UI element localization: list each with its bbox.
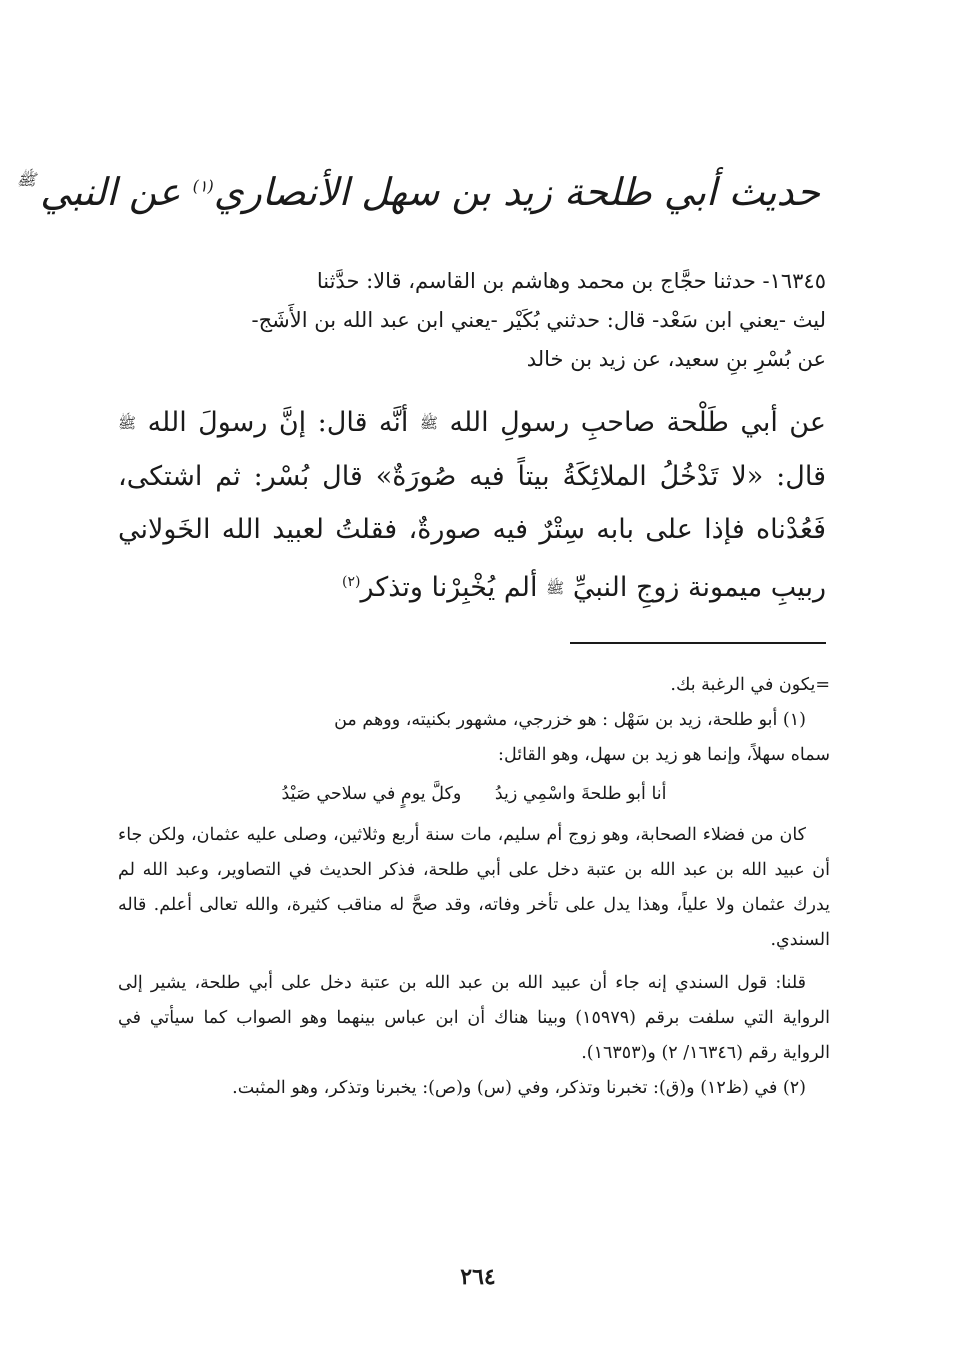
matn-text: عن أبي طَلْحة صاحبِ رسولِ الله (449, 407, 826, 438)
footnote-2: (٢) في (ظ١٢) و(ق): تخبرنا وتذكر، وفي (س) و(ص): يخبرنا وتذكر، وهو المثبت. (232, 1078, 806, 1098)
title-tail: عن النبي (40, 170, 181, 214)
editors-note: قلنا: قول السندي إنه جاء أن عبيد الله بن عبد الله بن عتبة دخل على أبي طلحة، يشير إلى الرواية التي سلفت برقم (١٥٩٧٩) وبينا هناك أن ابن عباس بينهما وهو الصواب كما سيأتي في الرواية رقم (١٦٣٤٦/ ٢) و(١٦٣٥٣). (118, 973, 831, 1063)
page-number: ٢٦٤ (460, 1264, 496, 1290)
salutation-glyph: ﷺ (419, 414, 439, 432)
hadith-isnad (118, 262, 826, 379)
matn-text: ألم يُخْبِرْنا وتذكر (360, 572, 538, 603)
footnote-1-biography: كان من فضلاء الصحابة، وهو زوج أم سليم، مات سنة أربع وثلاثين، وصلى عليه عثمان، ولكن جاء أن عبيد الله بن عبد الله بن عتبة دخل على أبي طلحة، فذكر الحديث في التصاوير، وعبد الله لم يدرك عثمان ولا علياً، وهذا يدل على تأخر وفاته، وقد صحَّ له مناقب كثيرة، والله تعالى أعلم. قاله السندي. (118, 825, 830, 950)
verse-first-hemistich: أنا أبو طلحةَ واسْمِي زيدُ (494, 784, 667, 804)
salutation-glyph: ﷺ (16, 170, 37, 189)
isnad-line: عن بُسْرِ بنِ سعيد، عن زيد بن خالد (526, 347, 826, 371)
isnad-line: ليث -يعني ابن سَعْد- قال: حدثني بُكَيْر -يعني ابن عبد الله بن الأَشَج- (251, 308, 826, 332)
isnad-line: ١٦٣٤٥- حدثنا حجَّاج بن محمد وهاشم بن القاسم، قالا: حدَّثنا (316, 269, 826, 293)
footnote-1-line: (١) أبو طلحة، زيد بن سَهْل : هو خزرجي، مشهور بكنيته، ووهم من (334, 710, 806, 730)
hadith-matn (118, 396, 826, 615)
salutation-glyph: ﷺ (118, 414, 137, 432)
matn-text: قال: «لا تَدْخُلُ الملائِكَةُ بيتاً فيه صُورَةٌ» قال بُسْر: ثم اشتكى، فَعُدْناه فإذا على بابه سِتْرٌ فيه صورةٌ، فقلتُ لعبيد الله الخَولاني ربيبِ ميمونة زوجِ النبيِّ (118, 461, 826, 603)
footnote-continuation: =يكون في الرغبة بك. (670, 675, 830, 695)
section-title (16, 170, 820, 214)
footnote-separator (570, 642, 826, 644)
footnotes (118, 668, 830, 1106)
title-text: حديث أبي طلحة زيد بن سهل الأنصاري (213, 170, 820, 214)
poetry-verse (118, 777, 830, 812)
footnote-1-line: سماه سهلاً، وإنما هو زيد بن سهل، وهو القائل: (498, 745, 830, 765)
verse-second-hemistich: وكلَّ يومٍ في سلاحي صَيْدُ (281, 784, 462, 804)
title-note-marker: (١) (192, 176, 214, 196)
footnote-reference: (٢) (341, 574, 361, 590)
salutation-glyph: ﷺ (546, 579, 565, 597)
matn-text: أنَّه قال: إنَّ رسولَ الله (147, 407, 409, 438)
